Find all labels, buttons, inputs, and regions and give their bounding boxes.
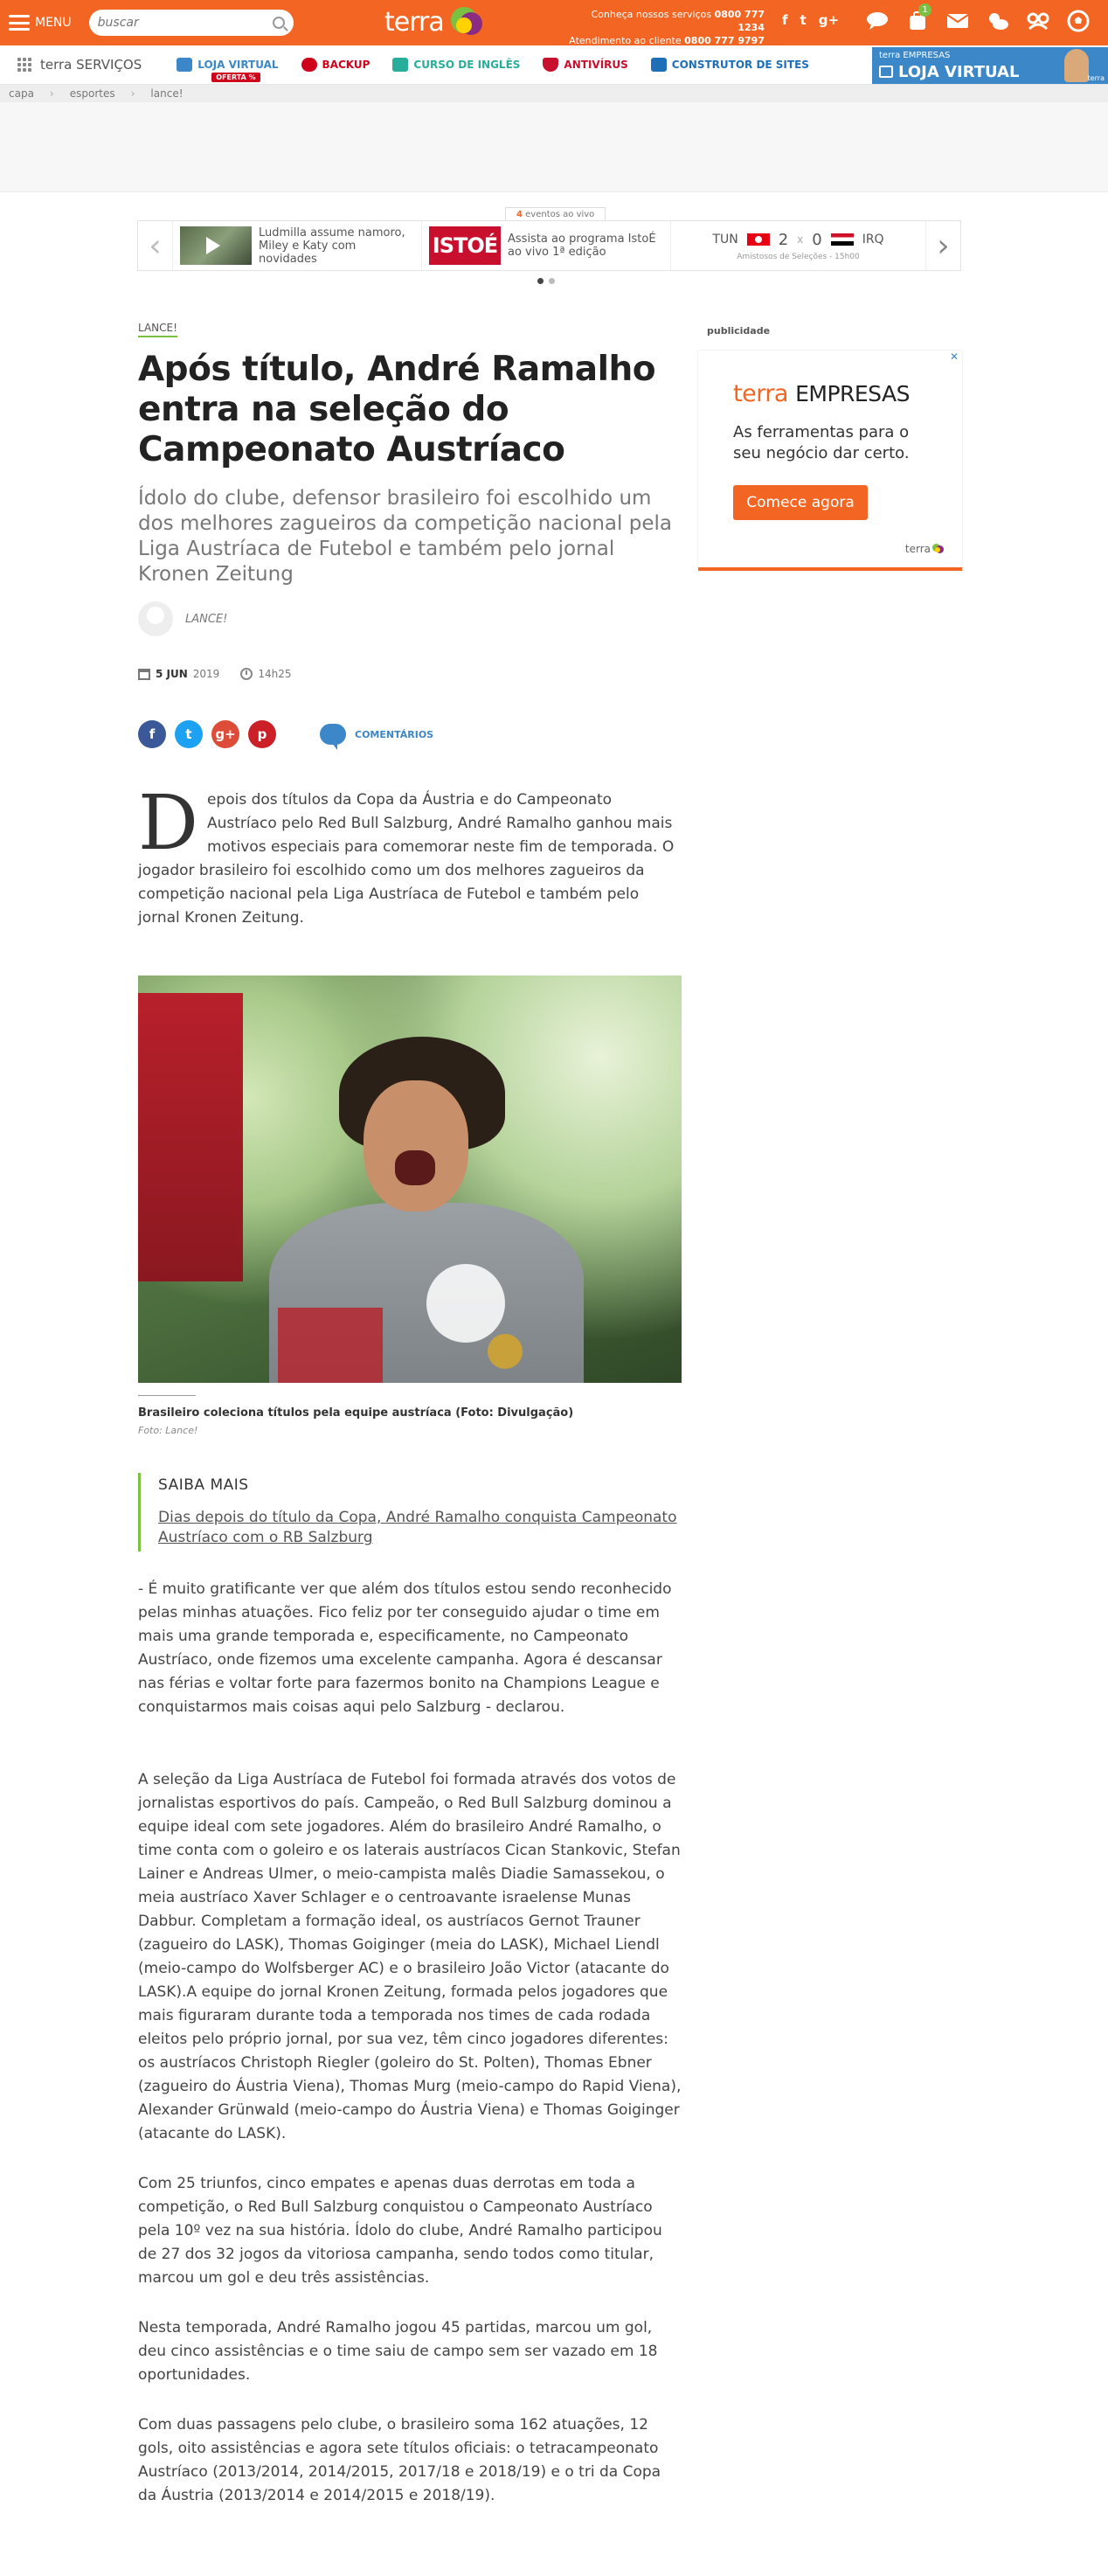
facebook-icon[interactable]: f — [782, 12, 788, 28]
service-backup[interactable] — [301, 58, 370, 72]
notification-count: 1 — [918, 3, 931, 17]
article-time: 14h25 — [258, 668, 292, 680]
chevron-right-icon: › — [130, 87, 135, 100]
contact-info — [568, 8, 765, 47]
photo-shirt-logo — [426, 1264, 505, 1343]
photo-shirt-print — [278, 1308, 383, 1383]
breadcrumb-esportes[interactable]: esportes — [69, 87, 115, 100]
article-paragraph: - É muito gratificante ver que além dos títulos estou sendo reconhecido pelas minhas atuações. Fico feliz por ter conseguido ajudar o time em mais uma grande temporada e, especificamente, no Campeonato Austríaco, onde fizemos uma excelente campanha. Agora é descansar nas férias e voltar forte para fazermos bonito na Champions League e conquistarmos mais coisas aqui pelo Salzburg - declarou. — [138, 1580, 672, 1716]
drop-cap: D — [138, 780, 198, 867]
carousel-item[interactable] — [422, 221, 671, 270]
photo-mouth — [395, 1150, 435, 1185]
article-tag[interactable]: LANCE! — [138, 322, 177, 337]
carousel-prev-button[interactable]: ‹ — [138, 221, 173, 270]
author-name: LANCE! — [185, 612, 228, 626]
saiba-mais-box — [138, 1473, 682, 1552]
horoscope-icon[interactable] — [1026, 9, 1050, 33]
live-count: 4 — [516, 210, 523, 219]
photo-credit: Foto: Lance! — [138, 1425, 198, 1436]
twitter-share-icon[interactable]: t — [175, 720, 203, 748]
services-bar — [0, 45, 1108, 85]
advertising-label: publicidade — [707, 325, 771, 337]
ad-cta-button[interactable]: Comece agora — [733, 485, 868, 520]
service-label: BACKUP — [322, 59, 370, 71]
soccer-ball-icon[interactable] — [1066, 9, 1091, 33]
shield-icon — [543, 58, 558, 72]
carousel-item[interactable] — [173, 221, 422, 270]
weather-icon[interactable] — [986, 9, 1010, 33]
article-lead: Ídolo do clube, defensor brasileiro foi escolhido um dos melhores zagueiros da competição nacional pela Liga Austríaca de Futebol e também pelo jornal Kronen Zeitung — [138, 487, 672, 586]
saiba-mais-link[interactable]: Dias depois do título da Copa, André Ramalho conquista Campeonato Austríaco com o RB Salzburg — [158, 1509, 677, 1546]
photo-bg-left — [138, 993, 243, 1281]
away-score: 0 — [812, 230, 822, 249]
cart-icon — [879, 66, 893, 78]
logo-text: terra — [384, 6, 444, 38]
match-subtitle: Amistosos de Seleções - 15h00 — [737, 252, 860, 261]
calendar-icon — [138, 669, 150, 680]
menu-label: MENU — [35, 16, 72, 30]
cart-icon — [177, 58, 192, 72]
comments-label: COMENTÁRIOS — [355, 728, 434, 740]
tunisia-flag-icon — [747, 233, 770, 246]
first-paragraph-text: epois dos títulos da Copa da Áustria e do Campeonato Austríaco pelo Red Bull Salzburg, André Ramalho ganhou mais motivos especiais para comemorar neste fim de temporada. O jogador brasileiro foi escolhido como um dos melhores zagueiros da competição nacional pela Liga Austríaca de Futebol e também pelo jornal Kronen Zeitung. — [138, 791, 675, 927]
video-thumbnail — [180, 226, 252, 265]
score-separator: x — [797, 233, 804, 246]
contact-line2-prefix: Atendimento ao cliente — [569, 35, 682, 46]
terra-logo[interactable] — [384, 5, 486, 38]
article-date: 5 JUN — [156, 668, 188, 680]
contact-line1-number: 0800 777 1234 — [714, 9, 765, 33]
terra-mini-logo-icon — [932, 544, 945, 554]
date-row — [138, 668, 682, 680]
photo-medal — [488, 1334, 523, 1369]
ad-close-icon[interactable]: ✕ — [949, 351, 959, 363]
carousel-dots — [537, 278, 555, 284]
ad-brand-b: EMPRESAS — [795, 381, 910, 406]
home-score: 2 — [778, 230, 789, 249]
service-label: CONSTRUTOR DE SITES — [671, 59, 809, 71]
pinterest-share-icon[interactable]: p — [248, 720, 276, 748]
ad-footer — [905, 543, 945, 555]
service-construtor-sites[interactable] — [651, 58, 809, 72]
apps-grid-icon[interactable] — [17, 58, 31, 72]
promo-brand: terra — [1087, 74, 1105, 82]
service-loja-virtual[interactable] — [177, 58, 279, 81]
promo-person-image — [1064, 49, 1089, 82]
service-curso-ingles[interactable] — [392, 58, 520, 72]
photo-face — [364, 1080, 468, 1212]
menu-button[interactable] — [9, 15, 72, 31]
breadcrumb — [0, 85, 1108, 102]
services-list — [177, 58, 809, 81]
caption-divider — [138, 1395, 196, 1396]
services-label-prefix: terra — [40, 57, 73, 73]
services-label-suffix: SERVIÇOS — [76, 57, 142, 73]
article-first-paragraph — [138, 780, 682, 930]
photo-caption: Brasileiro coleciona títulos pela equipe austríaca (Foto: Divulgação) — [138, 1406, 574, 1420]
service-label: ANTIVÍRUS — [564, 59, 628, 71]
header-icons — [865, 5, 1091, 33]
top-ad-banner — [0, 102, 1108, 192]
mail-icon[interactable] — [945, 9, 970, 33]
carousel-item-text: Ludmilla assume namoro, Miley e Katy com novidades — [259, 226, 405, 266]
hamburger-icon — [9, 15, 30, 31]
author-row — [138, 601, 682, 636]
service-label: LOJA VIRTUAL — [197, 59, 279, 71]
article-photo[interactable] — [138, 976, 682, 1383]
carousel-next-button[interactable]: › — [925, 221, 960, 270]
service-antivirus[interactable] — [543, 58, 627, 72]
logo-mark-icon — [447, 5, 486, 38]
services-label — [40, 57, 142, 73]
search-input[interactable] — [98, 16, 273, 30]
promo-small-text: terra EMPRESAS — [879, 51, 951, 60]
iraq-flag-icon — [831, 233, 854, 246]
google-plus-icon[interactable]: g+ — [818, 12, 840, 28]
breadcrumb-capa[interactable]: capa — [9, 87, 34, 100]
away-team: IRQ — [862, 233, 884, 246]
loja-virtual-promo[interactable] — [872, 47, 1108, 84]
article-paragraph: Nesta temporada, André Ramalho jogou 45 partidas, marcou um gol, deu cinco assistências e o time saiu de campo sem ser vazado em 18 oportunidades. — [138, 2319, 658, 2384]
clock-icon — [240, 668, 253, 680]
news-carousel — [137, 220, 961, 271]
notifications-icon[interactable] — [905, 5, 930, 33]
sidebar-ad[interactable] — [698, 351, 962, 571]
home-team: TUN — [712, 233, 738, 246]
share-row — [138, 720, 682, 748]
social-links — [782, 12, 839, 28]
search-icon[interactable] — [273, 17, 285, 29]
ad-brand — [733, 380, 910, 407]
book-icon — [392, 58, 408, 72]
promo-big-text: LOJA VIRTUAL — [898, 63, 1020, 81]
article-paragraph: Com 25 triunfos, cinco empates e apenas duas derrotas em toda a competição, o Red Bull Salzburg conquistou o Campeonato Austríaco pela 10º vez na sua história. Ídolo do clube, André Ramalho participou de 27 dos 32 jogos da vitoriosa campanha, sendo todos como titular, marcou um gol e deu três assistências. — [138, 2175, 662, 2287]
twitter-icon[interactable]: t — [800, 12, 807, 28]
article-year: 2019 — [192, 668, 220, 680]
offer-badge: OFERTA % — [211, 73, 260, 82]
chevron-right-icon: › — [49, 87, 54, 100]
article — [138, 318, 682, 2508]
istoe-thumbnail: ISTOÉ — [429, 226, 501, 265]
live-label: eventos ao vivo — [525, 210, 595, 219]
saiba-mais-title: SAIBA MAIS — [158, 1476, 249, 1494]
ad-copy: As ferramentas para o seu negócio dar certo. — [733, 423, 910, 462]
comments-button[interactable] — [320, 724, 433, 745]
google-plus-share-icon[interactable]: g+ — [211, 720, 239, 748]
cloud-icon — [301, 58, 317, 72]
article-paragraph: Com duas passagens pelo clube, o brasileiro soma 162 atuações, 12 gols, oito assistências e agora sete títulos oficiais: o tetracampeonato Austríaco (2013/2014, 2014/2015, 2017/18 e 2018/19) e o tri da Copa da Áustria (2013/2014 e 2014/2015 e 2018/19). — [138, 2416, 661, 2504]
play-icon — [206, 237, 220, 254]
carousel-dot[interactable] — [549, 278, 555, 284]
facebook-share-icon[interactable]: f — [138, 720, 166, 748]
article-paragraph: A seleção da Liga Austríaca de Futebol foi formada através dos votos de jornalistas esportivos do país. Campeão, o Red Bull Salzburg dominou a equipe ideal com sete jogadores. Além do brasileiro André Ramalho, o time conta com o goleiro e os laterais austríacos Cican Stankovic, Stefan Lainer e Andreas Ulmer, o meio-campista malês Diadie Samassekou, o meia austríaco Xaver Schlager e o centroavante israelense Munas Dabbur. Completam a formação ideal, os austríacos Gernot Trauner (zagueiro do LASK), Thomas Goiginger (meia do LASK), Michael Liendl (meio-campo do Wolfsberger AC) e o brasileiro João Victor (atacante do LASK).A equipe do jornal Kronen Zeitung, formada pelos jogadores que mais figuraram durante toda a temporada nos times de cada rodada eleitos pelo próprio jornal, por sua vez, têm cinco jogadores diferentes: os austríacos Christoph Riegler (goleiro do St. Polten), Thomas Ebner (zagueiro do Áustria Viena), Thomas Murg (meio-campo do Rapid Viena), Alexander Grünwald (meio-campo do Áustria Viena) e Thomas Goiginger (atacante do LASK). — [138, 1771, 682, 2142]
monitor-icon — [651, 58, 667, 72]
contact-line2-number: 0800 777 9797 — [684, 35, 765, 46]
search-box — [89, 10, 294, 36]
comment-bubble-icon — [320, 724, 346, 745]
chat-icon[interactable] — [865, 9, 890, 33]
ad-footer-text: terra — [904, 543, 931, 555]
live-events-tag — [505, 207, 606, 221]
ad-brand-a: terra — [733, 380, 788, 407]
contact-line1-prefix: Conheça nossos serviços — [591, 9, 712, 20]
carousel-dot[interactable] — [537, 278, 544, 284]
service-label: CURSO DE INGLÊS — [413, 59, 521, 71]
match-score[interactable] — [671, 231, 925, 261]
avatar — [138, 601, 173, 636]
breadcrumb-lance[interactable]: lance! — [150, 87, 184, 100]
top-bar — [0, 0, 1108, 45]
article-title: Após título, André Ramalho entra na seleção do Campeonato Austríaco — [138, 350, 656, 469]
carousel-item-text: Assista ao programa IstoÉ ao vivo 1ª edição — [508, 233, 656, 259]
